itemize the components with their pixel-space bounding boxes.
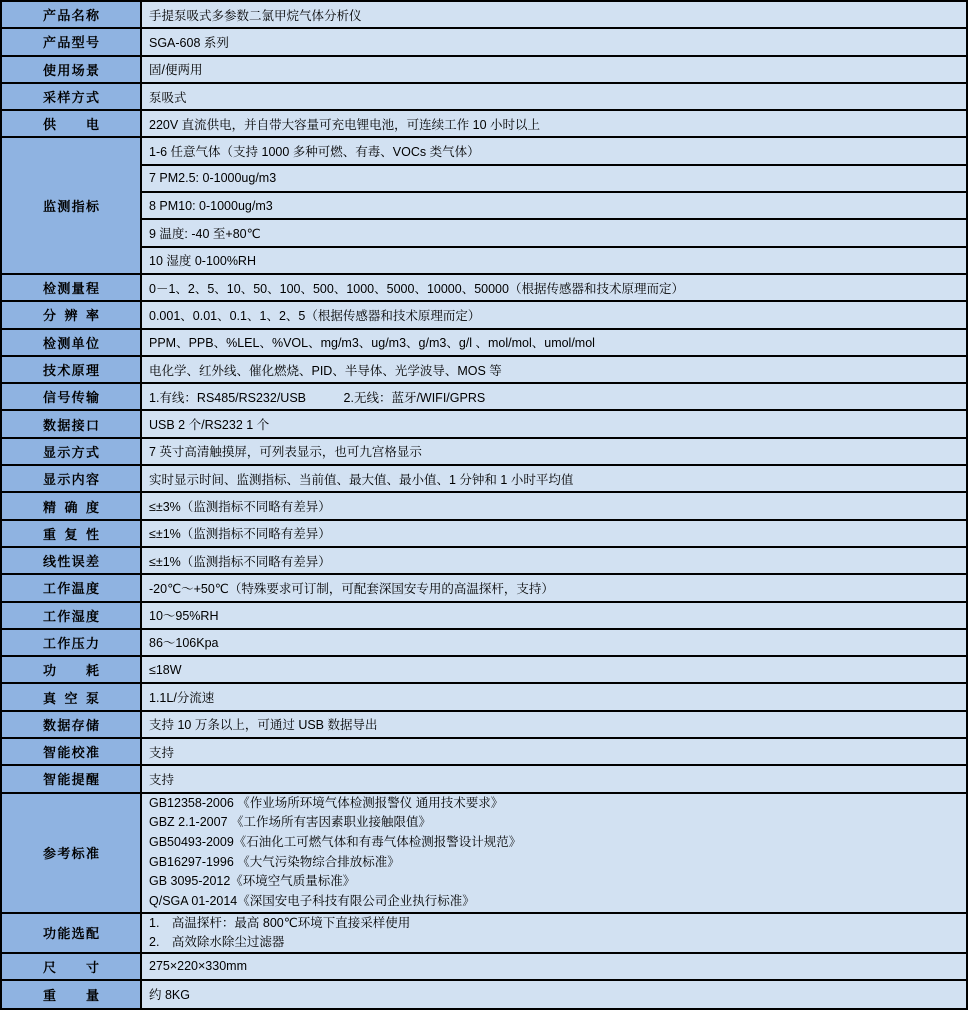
label-sampling-method (2, 84, 142, 109)
row-vacuum-pump (2, 684, 966, 711)
value-working-pressure: 86～106Kpa (142, 630, 966, 655)
optional-feature-line: 1. 高温探杆：最高 800℃环境下直接采样使用 (149, 915, 411, 930)
value-vacuum-pump: 1.1L/分流速 (142, 684, 966, 709)
value-working-temperature: -20℃～+50℃（特殊要求可订制，可配套深国安专用的高温探杆，支持） (142, 575, 966, 600)
row-working-temperature (2, 575, 966, 602)
label-text: 数据接口 (43, 417, 99, 433)
value-reference-standards (142, 794, 966, 912)
label-monitoring-indicators (2, 138, 142, 273)
row-smart-reminder (2, 766, 966, 793)
value-power-supply: 220V 直流供电，并自带大容量可充电锂电池，可连续工作 10 小时以上 (142, 111, 966, 136)
value-resolution: 0.001、0.01、0.1、1、2、5（根据传感器和技术原理而定） (142, 302, 966, 327)
label-working-pressure (2, 630, 142, 655)
label-text: 产品名称 (43, 8, 99, 24)
label-detection-unit (2, 330, 142, 355)
row-repeatability (2, 521, 966, 548)
monitoring-indicator-item: 9 温度: -40 至+80℃ (142, 220, 966, 247)
label-accuracy (2, 493, 142, 518)
label-power-consumption (2, 657, 142, 682)
row-signal-transmission (2, 384, 966, 411)
label-text: 监测指标 (43, 199, 99, 215)
label-text: 功耗 (43, 663, 99, 679)
row-display-content (2, 466, 966, 493)
label-text: 工作湿度 (43, 608, 99, 624)
monitoring-indicator-item: 8 PM10: 0-1000ug/m3 (142, 193, 966, 220)
label-text: 工作温度 (43, 581, 99, 597)
row-working-humidity (2, 603, 966, 630)
label-weight (2, 981, 142, 1008)
label-smart-calibration (2, 739, 142, 764)
row-linearity-error (2, 548, 966, 575)
value-signal-transmission: 1.有线：RS485/RS232/USB 2.无线：蓝牙/WIFI/GPRS (142, 384, 966, 409)
label-text: 信号传输 (43, 390, 99, 406)
value-data-interface: USB 2 个/RS232 1 个 (142, 411, 966, 436)
value-detection-range: 0－1、2、5、10、50、100、500、1000、5000、10000、50000（根据传感器和技术原理而定） (142, 275, 966, 300)
label-working-temperature (2, 575, 142, 600)
standard-line: GB12358-2006 《作业场所环境气体检测报警仪 通用技术要求》 (149, 795, 504, 810)
label-text: 重量 (43, 987, 99, 1003)
value-linearity-error: ≤±1%（监测指标不同略有差异） (142, 548, 966, 573)
label-usage-scenario (2, 57, 142, 82)
value-display-mode: 7 英寸高清触摸屏，可列表显示，也可九宫格显示 (142, 439, 966, 464)
row-smart-calibration (2, 739, 966, 766)
row-power-supply (2, 111, 966, 138)
value-detection-unit: PPM、PPB、%LEL、%VOL、mg/m3、ug/m3、g/m3、g/l 、mol/mol、umol/mol (142, 330, 966, 355)
value-product-name: 手提泵吸式多参数二氯甲烷气体分析仪 (142, 2, 966, 27)
monitoring-indicators-list (142, 138, 966, 273)
label-signal-transmission (2, 384, 142, 409)
value-usage-scenario: 固/便两用 (142, 57, 966, 82)
row-reference-standards (2, 794, 966, 914)
label-repeatability (2, 521, 142, 546)
label-optional-features (2, 914, 142, 952)
row-data-storage (2, 712, 966, 739)
label-display-content (2, 466, 142, 491)
row-detection-unit (2, 330, 966, 357)
row-display-mode (2, 439, 966, 466)
label-display-mode (2, 439, 142, 464)
value-product-model: SGA-608 系列 (142, 29, 966, 54)
label-text: 重复性 (43, 526, 99, 542)
label-text: 功能选配 (43, 926, 99, 942)
value-dimensions: 275×220×330mm (142, 954, 966, 979)
value-working-humidity: 10～95%RH (142, 603, 966, 628)
label-text: 供电 (43, 117, 99, 133)
label-reference-standards (2, 794, 142, 912)
standard-line: GBZ 2.1-2007 《工作场所有害因素职业接触限值》 (149, 815, 431, 830)
row-technical-principle (2, 357, 966, 384)
value-smart-calibration: 支持 (142, 739, 966, 764)
label-text: 检测单位 (43, 335, 99, 351)
label-text: 产品型号 (43, 35, 99, 51)
value-display-content: 实时显示时间、监测指标、当前值、最大值、最小值、1 分钟和 1 小时平均值 (142, 466, 966, 491)
label-text: 检测量程 (43, 281, 99, 297)
label-smart-reminder (2, 766, 142, 791)
value-data-storage: 支持 10 万条以上，可通过 USB 数据导出 (142, 712, 966, 737)
label-dimensions (2, 954, 142, 979)
label-product-name (2, 2, 142, 27)
label-text: 技术原理 (43, 363, 99, 379)
label-text: 智能提醒 (43, 772, 99, 788)
label-data-interface (2, 411, 142, 436)
value-power-consumption: ≤18W (142, 657, 966, 682)
row-dimensions (2, 954, 966, 981)
label-resolution (2, 302, 142, 327)
value-accuracy: ≤±3%（监测指标不同略有差异） (142, 493, 966, 518)
label-text: 真空泵 (43, 690, 99, 706)
standard-line: GB 3095-2012《环境空气质量标准》 (149, 874, 356, 889)
value-repeatability: ≤±1%（监测指标不同略有差异） (142, 521, 966, 546)
label-text: 显示方式 (43, 444, 99, 460)
label-detection-range (2, 275, 142, 300)
standard-line: Q/SGA 01-2014《深国安电子科技有限公司企业执行标准》 (149, 893, 475, 908)
optional-feature-line: 2. 高效除水除尘过滤器 (149, 934, 285, 949)
row-power-consumption (2, 657, 966, 684)
standard-line: GB50493-2009《石油化工可燃气体和有毒气体检测报警设计规范》 (149, 835, 522, 850)
value-technical-principle: 电化学、红外线、催化燃烧、PID、半导体、光学波导、MOS 等 (142, 357, 966, 382)
monitoring-indicator-item: 1-6 任意气体（支持 1000 多种可燃、有毒、VOCs 类气体） (142, 138, 966, 165)
value-sampling-method: 泵吸式 (142, 84, 966, 109)
value-weight: 约 8KG (142, 981, 966, 1008)
label-text: 分辨率 (43, 308, 99, 324)
label-data-storage (2, 712, 142, 737)
label-working-humidity (2, 603, 142, 628)
monitoring-indicator-item: 7 PM2.5: 0-1000ug/m3 (142, 166, 966, 193)
label-text: 采样方式 (43, 90, 99, 106)
label-text: 精确度 (43, 499, 99, 515)
label-product-model (2, 29, 142, 54)
label-text: 数据存储 (43, 717, 99, 733)
row-sampling-method (2, 84, 966, 111)
value-optional-features (142, 914, 966, 952)
label-text: 显示内容 (43, 472, 99, 488)
monitoring-indicator-item: 10 湿度 0-100%RH (142, 248, 966, 273)
row-resolution (2, 302, 966, 329)
label-vacuum-pump (2, 684, 142, 709)
row-optional-features (2, 914, 966, 954)
row-accuracy (2, 493, 966, 520)
value-smart-reminder: 支持 (142, 766, 966, 791)
label-linearity-error (2, 548, 142, 573)
row-working-pressure (2, 630, 966, 657)
label-text: 尺寸 (43, 959, 99, 975)
row-detection-range (2, 275, 966, 302)
row-weight (2, 981, 966, 1008)
label-text: 工作压力 (43, 635, 99, 651)
label-technical-principle (2, 357, 142, 382)
row-product-name (2, 2, 966, 29)
row-product-model (2, 29, 966, 56)
row-data-interface (2, 411, 966, 438)
label-text: 参考标准 (43, 846, 99, 862)
row-monitoring-indicators (2, 138, 966, 275)
label-text: 使用场景 (43, 62, 99, 78)
row-usage-scenario (2, 57, 966, 84)
label-text: 智能校准 (43, 745, 99, 761)
standard-line: GB16297-1996 《大气污染物综合排放标准》 (149, 854, 400, 869)
label-power-supply (2, 111, 142, 136)
label-text: 线性误差 (43, 554, 99, 570)
